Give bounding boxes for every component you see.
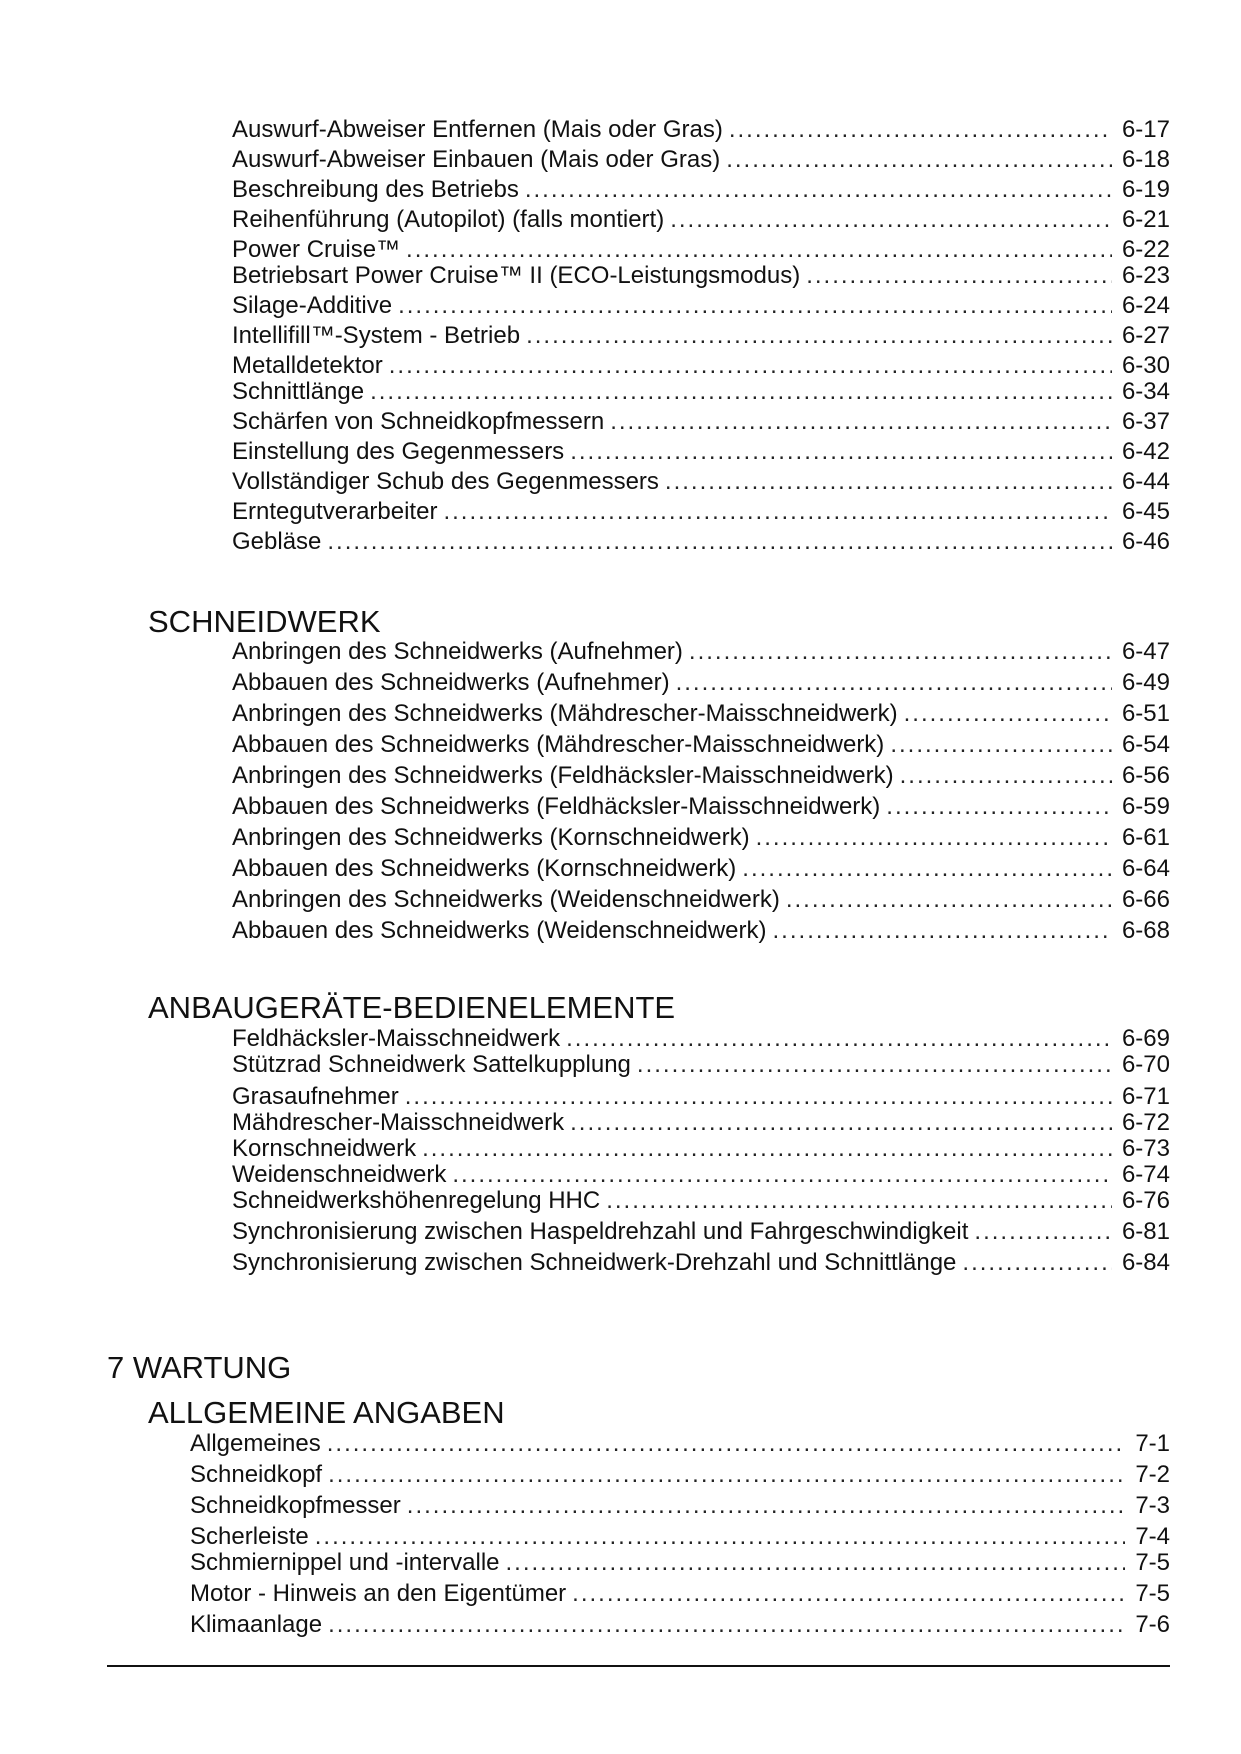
entry-title: Synchronisierung zwischen Haspeldrehzahl und Fahrgeschwindigkeit: [232, 1218, 969, 1245]
toc-entry[interactable]: [232, 262, 1170, 290]
entry-title: Auswurf-Abweiser Einbauen (Mais oder Gras): [232, 146, 721, 173]
toc-entry[interactable]: [232, 206, 1170, 234]
dot-leader: [729, 116, 1112, 144]
toc-entry[interactable]: [232, 700, 1170, 728]
entry-page-number: 6-27: [1121, 322, 1170, 349]
toc-entry[interactable]: [190, 1461, 1170, 1489]
entry-title: Gebläse: [232, 528, 322, 555]
entry-title: Klimaanlage: [190, 1611, 323, 1638]
section-heading-anbaugeraete: ANBAUGERÄTE-BEDIENELEMENTE: [148, 990, 676, 1025]
entry-title: Abbauen des Schneidwerks (Feldhäcksler-Maisschneidwerk): [232, 793, 881, 820]
entry-title: Kornschneidwerk: [232, 1135, 417, 1162]
toc-entry[interactable]: [190, 1611, 1170, 1639]
dot-leader: [572, 1580, 1125, 1608]
entry-page-number: 6-59: [1121, 793, 1170, 820]
dot-leader: [422, 1135, 1112, 1163]
toc-entry[interactable]: [232, 1109, 1170, 1137]
entry-title: Silage-Additive: [232, 292, 393, 319]
dot-leader: [566, 1025, 1112, 1053]
entry-page-number: 6-30: [1121, 352, 1170, 379]
dot-leader: [962, 1249, 1112, 1277]
entry-title: Reihenführung (Autopilot) (falls montiert): [232, 206, 665, 233]
entry-title: Einstellung des Gegenmessers: [232, 438, 565, 465]
entry-title: Allgemeines: [190, 1430, 321, 1457]
toc-entry[interactable]: [232, 352, 1170, 380]
dot-leader: [525, 176, 1112, 204]
dot-leader: [670, 206, 1112, 234]
toc-entry[interactable]: [232, 1083, 1170, 1111]
entry-title: Anbringen des Schneidwerks (Feldhäcksler-Maisschneidwerk): [232, 762, 894, 789]
entry-page-number: 6-76: [1121, 1187, 1170, 1214]
dot-leader: [756, 824, 1112, 852]
entry-page-number: 6-45: [1121, 498, 1170, 525]
dot-leader: [610, 408, 1112, 436]
entry-page-number: 6-18: [1121, 146, 1170, 173]
dot-leader: [407, 1492, 1126, 1520]
entry-page-number: 6-21: [1121, 206, 1170, 233]
entry-page-number: 6-56: [1121, 762, 1170, 789]
entry-title: Abbauen des Schneidwerks (Weidenschneidwerk): [232, 917, 767, 944]
entry-page-number: 7-5: [1135, 1580, 1170, 1607]
dot-leader: [526, 322, 1112, 350]
toc-entry[interactable]: [190, 1549, 1170, 1577]
entry-title: Anbringen des Schneidwerks (Mähdrescher-Maisschneidwerk): [232, 700, 898, 727]
entry-title: Schnittlänge: [232, 378, 365, 405]
dot-leader: [904, 700, 1112, 728]
dot-leader: [742, 855, 1112, 883]
entry-title: Grasaufnehmer: [232, 1083, 399, 1110]
entry-page-number: 6-47: [1121, 638, 1170, 665]
dot-leader: [506, 1549, 1126, 1577]
entry-page-number: 6-72: [1121, 1109, 1170, 1136]
entry-page-number: 6-34: [1121, 378, 1170, 405]
toc-entry[interactable]: [232, 886, 1170, 914]
entry-title: Metalldetektor: [232, 352, 383, 379]
toc-entry[interactable]: [232, 1025, 1170, 1053]
entry-title: Schneidkopfmesser: [190, 1492, 401, 1519]
dot-leader: [328, 1461, 1125, 1489]
dot-leader: [315, 1523, 1126, 1551]
toc-entry[interactable]: [232, 322, 1170, 350]
dot-leader: [443, 498, 1112, 526]
entry-page-number: 6-46: [1121, 528, 1170, 555]
entry-page-number: 6-22: [1121, 236, 1170, 263]
entry-page-number: 6-49: [1121, 669, 1170, 696]
entry-title: Anbringen des Schneidwerks (Kornschneidwerk): [232, 824, 750, 851]
dot-leader: [327, 528, 1112, 556]
entry-title: Anbringen des Schneidwerks (Aufnehmer): [232, 638, 683, 665]
entry-page-number: 7-5: [1135, 1549, 1170, 1576]
entry-page-number: 6-19: [1121, 176, 1170, 203]
toc-entry[interactable]: [232, 1187, 1170, 1215]
entry-page-number: 6-73: [1121, 1135, 1170, 1162]
entry-page-number: 7-3: [1135, 1492, 1170, 1519]
toc-entry[interactable]: [232, 498, 1170, 526]
entry-title: Schärfen von Schneidkopfmessern: [232, 408, 605, 435]
toc-entry[interactable]: [232, 638, 1170, 666]
dot-leader: [786, 886, 1112, 914]
toc-entry[interactable]: [190, 1492, 1170, 1520]
entry-title: Betriebsart Power Cruise™ II (ECO-Leistungsmodus): [232, 262, 801, 289]
entry-page-number: 6-66: [1121, 886, 1170, 913]
entry-page-number: 6-24: [1121, 292, 1170, 319]
toc-entry[interactable]: [232, 1249, 1170, 1277]
dot-leader: [327, 1430, 1126, 1458]
dot-leader: [665, 468, 1112, 496]
entry-title: Stützrad Schneidwerk Sattelkupplung: [232, 1051, 631, 1078]
toc-entry[interactable]: [232, 824, 1170, 852]
toc-entry[interactable]: [190, 1523, 1170, 1551]
entry-title: Abbauen des Schneidwerks (Mähdrescher-Maisschneidwerk): [232, 731, 885, 758]
entry-title: Abbauen des Schneidwerks (Kornschneidwerk): [232, 855, 737, 882]
dot-leader: [890, 731, 1112, 759]
toc-entry[interactable]: [190, 1430, 1170, 1458]
toc-entry[interactable]: [232, 1135, 1170, 1163]
entry-title: Power Cruise™: [232, 236, 401, 263]
entry-page-number: 6-81: [1121, 1218, 1170, 1245]
entry-page-number: 6-84: [1121, 1249, 1170, 1276]
toc-entry[interactable]: [232, 793, 1170, 821]
entry-title: Schneidkopf: [190, 1461, 323, 1488]
entry-title: Intellifill™-System - Betrieb: [232, 322, 521, 349]
dot-leader: [389, 352, 1112, 380]
entry-page-number: 7-6: [1135, 1611, 1170, 1638]
toc-entry[interactable]: [232, 292, 1170, 320]
dot-leader: [886, 793, 1112, 821]
entry-page-number: 6-74: [1121, 1161, 1170, 1188]
toc-entry[interactable]: [232, 528, 1170, 556]
dot-leader: [637, 1051, 1112, 1079]
entry-page-number: 6-44: [1121, 468, 1170, 495]
entry-page-number: 6-42: [1121, 438, 1170, 465]
dot-leader: [406, 236, 1112, 264]
entry-page-number: 6-64: [1121, 855, 1170, 882]
entry-title: Weidenschneidwerk: [232, 1161, 447, 1188]
entry-page-number: 6-71: [1121, 1083, 1170, 1110]
entry-page-number: 7-1: [1135, 1430, 1170, 1457]
dot-leader: [900, 762, 1112, 790]
entry-title: Synchronisierung zwischen Schneidwerk-Drehzahl und Schnittlänge: [232, 1249, 957, 1276]
dot-leader: [676, 669, 1112, 697]
toc-entry[interactable]: [232, 669, 1170, 697]
dot-leader: [398, 292, 1112, 320]
toc-entry[interactable]: [232, 1051, 1170, 1079]
toc-entry[interactable]: [232, 917, 1170, 945]
toc-entry[interactable]: [232, 855, 1170, 883]
toc-entry[interactable]: [232, 762, 1170, 790]
entry-title: Anbringen des Schneidwerks (Weidenschneidwerk): [232, 886, 780, 913]
entry-title: Schneidwerkshöhenregelung HHC: [232, 1187, 601, 1214]
dot-leader: [606, 1187, 1112, 1215]
entry-page-number: 6-17: [1121, 116, 1170, 143]
entry-page-number: 6-61: [1121, 824, 1170, 851]
dot-leader: [405, 1083, 1112, 1111]
toc-entry[interactable]: [232, 438, 1170, 466]
footer-rule: [107, 1665, 1170, 1667]
entry-title: Abbauen des Schneidwerks (Aufnehmer): [232, 669, 670, 696]
entry-page-number: 7-4: [1135, 1523, 1170, 1550]
toc-entry[interactable]: [232, 146, 1170, 174]
section-heading-schneidwerk: SCHNEIDWERK: [148, 604, 381, 639]
toc-entry[interactable]: [232, 731, 1170, 759]
section-heading-allgemeine-angaben: ALLGEMEINE ANGABEN: [148, 1395, 505, 1430]
dot-leader: [570, 438, 1112, 466]
dot-leader: [806, 262, 1112, 290]
entry-page-number: 6-23: [1121, 262, 1170, 289]
dot-leader: [726, 146, 1112, 174]
entry-page-number: 7-2: [1135, 1461, 1170, 1488]
dot-leader: [452, 1161, 1112, 1189]
toc-entry[interactable]: [232, 408, 1170, 436]
toc-entry[interactable]: [232, 378, 1170, 406]
entry-page-number: 6-54: [1121, 731, 1170, 758]
entry-page-number: 6-37: [1121, 408, 1170, 435]
chapter-heading-wartung: 7 WARTUNG: [107, 1350, 292, 1385]
toc-entry[interactable]: [232, 1218, 1170, 1246]
dot-leader: [328, 1611, 1125, 1639]
entry-title: Motor - Hinweis an den Eigentümer: [190, 1580, 567, 1607]
entry-title: Schmiernippel und -intervalle: [190, 1549, 500, 1576]
toc-entry[interactable]: [232, 176, 1170, 204]
entry-page-number: 6-69: [1121, 1025, 1170, 1052]
dot-leader: [974, 1218, 1112, 1246]
entry-page-number: 6-51: [1121, 700, 1170, 727]
entry-page-number: 6-70: [1121, 1051, 1170, 1078]
entry-title: Vollständiger Schub des Gegenmessers: [232, 468, 659, 495]
toc-entry[interactable]: [190, 1580, 1170, 1608]
entry-title: Beschreibung des Betriebs: [232, 176, 519, 203]
dot-leader: [689, 638, 1112, 666]
toc-entry[interactable]: [232, 236, 1170, 264]
entry-title: Scherleiste: [190, 1523, 309, 1550]
dot-leader: [570, 1109, 1112, 1137]
toc-entry[interactable]: [232, 116, 1170, 144]
toc-entry[interactable]: [232, 468, 1170, 496]
entry-page-number: 6-68: [1121, 917, 1170, 944]
toc-entry[interactable]: [232, 1161, 1170, 1189]
dot-leader: [370, 378, 1112, 406]
entry-title: Auswurf-Abweiser Entfernen (Mais oder Gras): [232, 116, 723, 143]
entry-title: Erntegutverarbeiter: [232, 498, 438, 525]
entry-title: Feldhäcksler-Maisschneidwerk: [232, 1025, 561, 1052]
entry-title: Mähdrescher-Maisschneidwerk: [232, 1109, 565, 1136]
dot-leader: [773, 917, 1112, 945]
